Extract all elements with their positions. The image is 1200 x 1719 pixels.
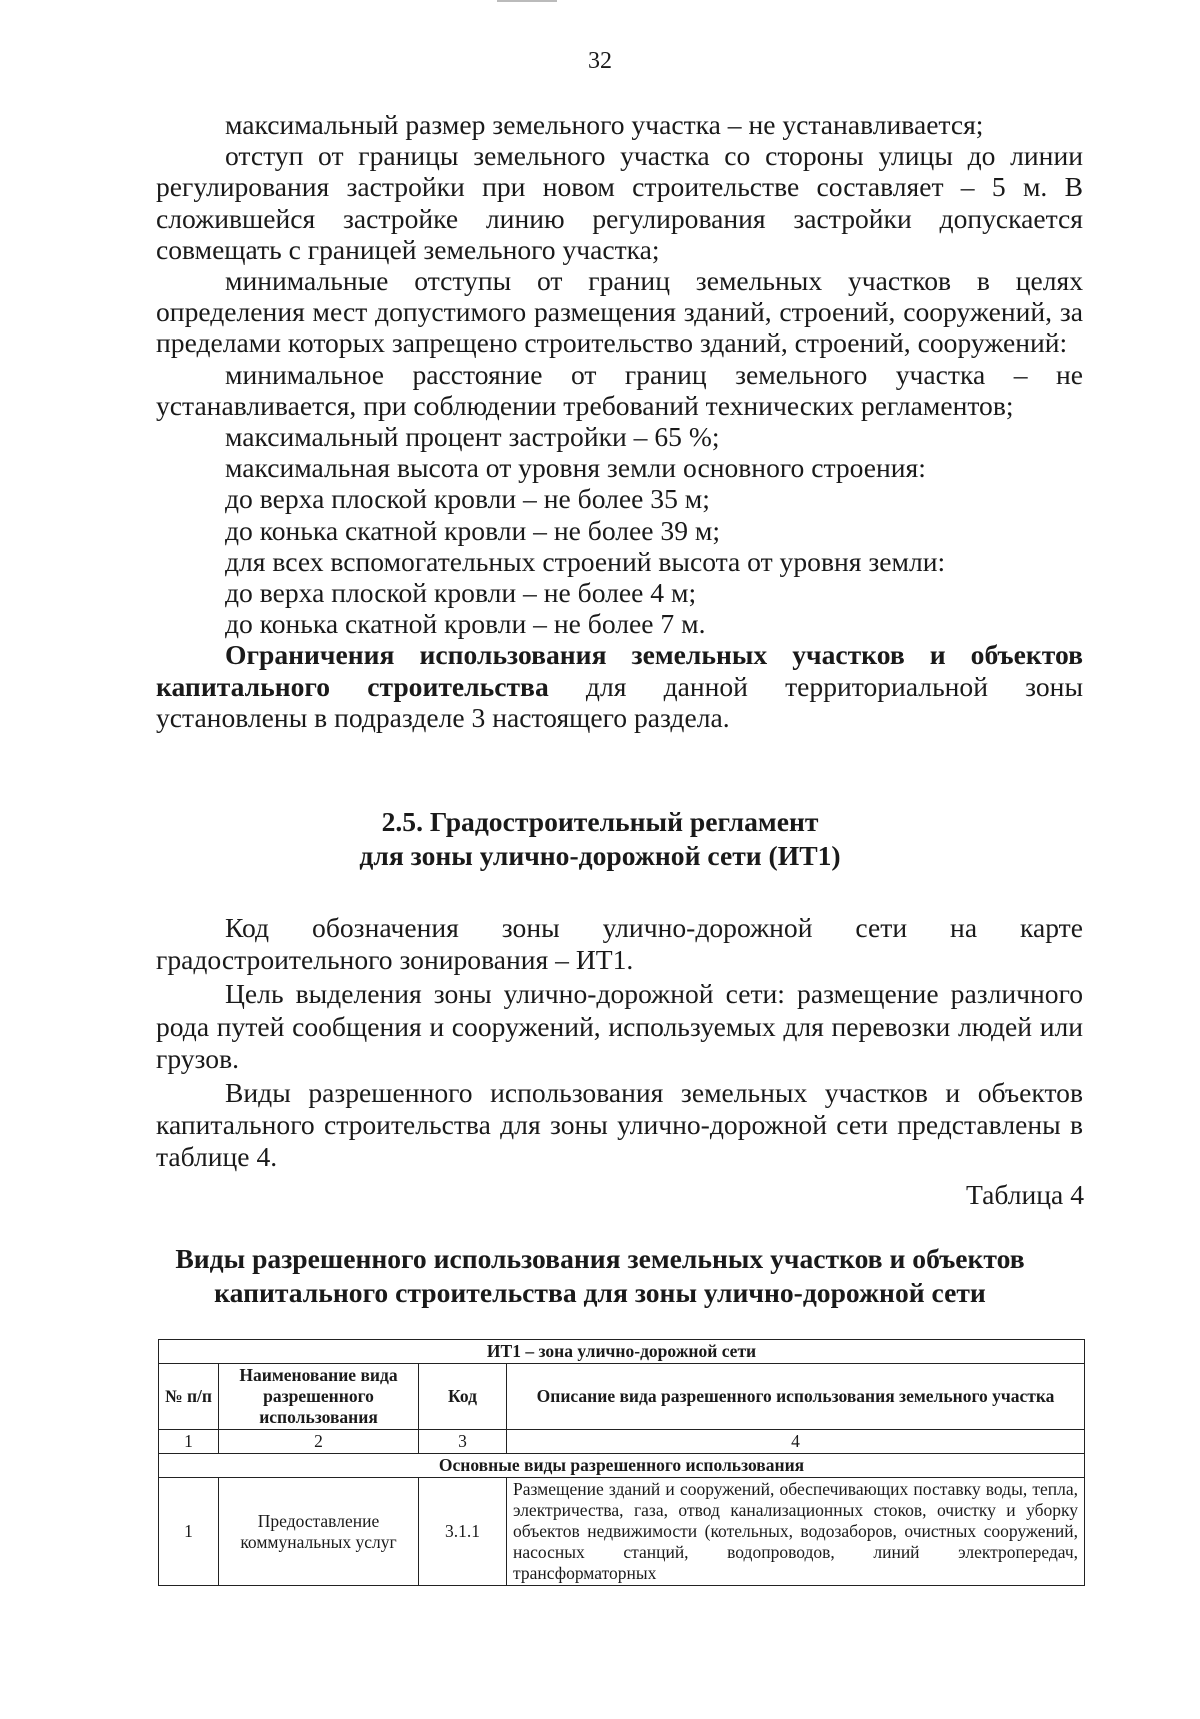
- paragraph-flat-roof-main: до верха плоской кровли – не более 35 м;: [225, 483, 710, 515]
- paragraph-max-size: максимальный размер земельного участка – не устанавливается;: [225, 109, 984, 140]
- paragraph-zone-code: Код обозначения зоны улично-дорожной сети на карте градостроительного зонирования – ИТ1.: [156, 912, 1083, 976]
- table-header-row: [159, 1364, 1085, 1430]
- col-number-4: 4: [507, 1430, 1085, 1454]
- section-heading: [0, 805, 1200, 873]
- table-title: [0, 1242, 1200, 1310]
- paragraph-auxiliary-height: для всех вспомогательных строений высота от уровня земли:: [225, 545, 946, 577]
- paragraph-min-distance: минимальное расстояние от границ земельного участка – не устанавливается, при соблюдении требований технических регламентов;: [156, 358, 1083, 421]
- section-heading-line2: для зоны улично-дорожной сети (ИТ1): [359, 840, 841, 871]
- scan-artifact: [497, 0, 557, 2]
- col-header-code: Код: [419, 1364, 507, 1430]
- paragraph-min-setbacks: минимальные отступы от границ земельных участков в целях определения мест допустимого размещения зданий, строений, сооружений, за пределами которых запрещено строительство зданий, строений, сооружений:: [156, 265, 1083, 359]
- table-row: [159, 1478, 1085, 1586]
- restrictions-bold: Ограничения использования земельных участков и объектов капитального строительства: [156, 639, 1083, 702]
- table-section-row: [159, 1454, 1085, 1478]
- row-description: Размещение зданий и сооружений, обеспечивающих поставку воды, тепла, электричества, газа, отвод канализационных стоков, очистку и уборку объектов недвижимости (котельных, водозаборов, очистных сооружений, насосных станций, водопроводов, линий электропередач, трансформаторных: [507, 1478, 1085, 1586]
- paragraph-max-height-main: максимальная высота от уровня земли основного строения:: [225, 452, 926, 484]
- paragraph-flat-roof-aux: до верха плоской кровли – не более 4 м;: [225, 577, 697, 609]
- zone-header: ИТ1 – зона улично-дорожной сети: [159, 1340, 1085, 1364]
- zone-description: [156, 912, 1083, 1176]
- row-num: 1: [159, 1478, 219, 1586]
- table-caption: Таблица 4: [965, 1179, 1084, 1210]
- paragraph-street-setback: отступ от границы земельного участка со стороны улицы до линии регулирования застройки при новом строительстве составляет – 5 м. В сложившейся застройке линию регулирования застройки допускается совмещать с границей земельного участка;: [156, 140, 1083, 265]
- paragraph-table-ref: Виды разрешенного использования земельных участков и объектов капитального строительства для зоны улично-дорожной сети представлены в таблице 4.: [156, 1077, 1083, 1173]
- col-header-description: Описание вида разрешенного использования земельного участка: [507, 1364, 1085, 1430]
- col-header-name: Наименование вида разрешенного использования: [219, 1364, 419, 1430]
- paragraph-zone-purpose: Цель выделения зоны улично-дорожной сети: размещение различного рода путей сообщения и сооружений, используемых для перевозки людей или грузов.: [156, 978, 1083, 1074]
- regulation-parameters: [156, 109, 1083, 733]
- table-zone-row: [159, 1340, 1085, 1364]
- page-number: 32: [588, 48, 612, 74]
- table-column-numbers-row: [159, 1430, 1085, 1454]
- table-title-line1: Виды разрешенного использования земельных участков и объектов: [175, 1243, 1025, 1274]
- col-number-2: 2: [219, 1430, 419, 1454]
- restrictions-rest: для данной территориальной зоны установлены в подразделе 3 настоящего раздела.: [156, 670, 1083, 733]
- section-header: Основные виды разрешенного использования: [159, 1454, 1085, 1478]
- col-number-1: 1: [159, 1430, 219, 1454]
- paragraph-pitched-roof-main: до конька скатной кровли – не более 39 м;: [225, 514, 721, 546]
- paragraph-restrictions: [156, 639, 1083, 733]
- paragraph-pitched-roof-aux: до конька скатной кровли – не более 7 м.: [225, 608, 706, 640]
- paragraph-max-coverage: максимальный процент застройки – 65 %;: [225, 421, 720, 453]
- permitted-use-table: [158, 1339, 1085, 1586]
- section-heading-line1: 2.5. Градостроительный регламент: [381, 806, 819, 837]
- table-title-line2: капитального строительства для зоны улично-дорожной сети: [214, 1277, 986, 1308]
- col-number-3: 3: [419, 1430, 507, 1454]
- row-code: 3.1.1: [419, 1478, 507, 1586]
- row-name: Предоставление коммунальных услуг: [219, 1478, 419, 1586]
- col-header-num: № п/п: [159, 1364, 219, 1430]
